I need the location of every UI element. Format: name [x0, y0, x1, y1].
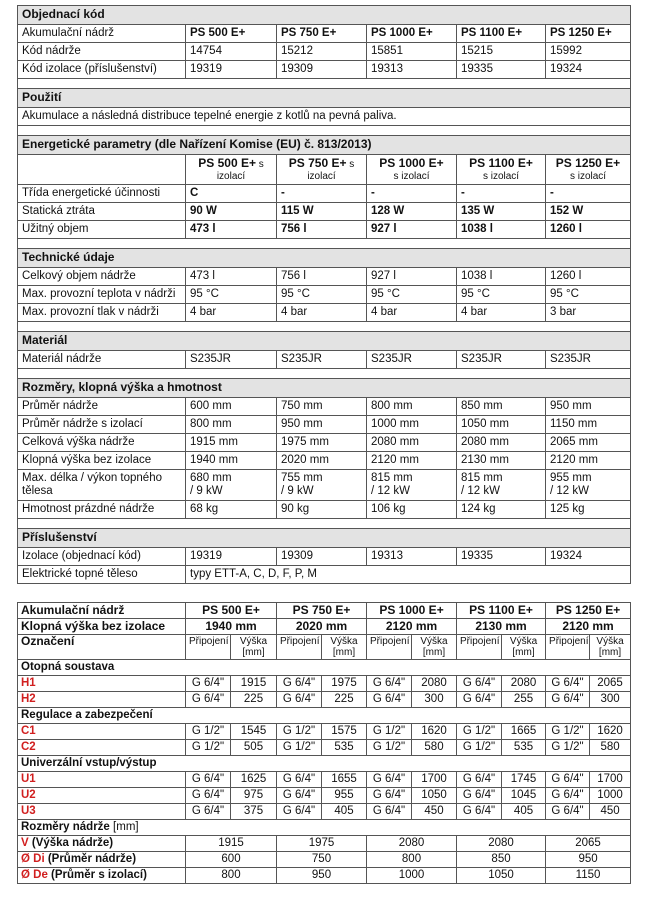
- connection-row: U1 G 6/4" 1625 G 6/4" 1655 G 6/4" 1700 G 6/4" 1745 G 6/4" 1700: [18, 772, 631, 788]
- table-row: Elektrické topné těleso typy ETT-A, C, D, F, P, M: [18, 566, 631, 584]
- table-row: Třída energetické účinnosti C - - - -: [18, 185, 631, 203]
- section-header-usage: Použití: [18, 89, 631, 108]
- column-header-row: Označení Připojení Výška [mm] Připojení Výška [mm] Připojení Výška [mm] Připojení Výška [mm] Připojení Výška [mm]: [18, 635, 631, 660]
- model-header-row: Akumulační nádrž PS 500 E+ PS 750 E+ PS 1000 E+ PS 1100 E+ PS 1250 E+: [18, 603, 631, 619]
- connection-row: C2 G 1/2" 505 G 1/2" 535 G 1/2" 580 G 1/2" 535 G 1/2" 580: [18, 740, 631, 756]
- table-row: Kód nádrže 14754 15212 15851 15215 15992: [18, 43, 631, 61]
- section-header-material: Materiál: [18, 332, 631, 351]
- specification-table: [17, 5, 631, 584]
- group-header-regulation: Regulace a zabezpečení: [18, 708, 631, 724]
- table-row: Klopná výška bez izolace 1940 mm 2020 mm 2120 mm 2130 mm 2120 mm: [18, 452, 631, 470]
- section-header-order-code: Objednací kód: [18, 6, 631, 25]
- table-row: Průměr nádrže 600 mm 750 mm 800 mm 850 mm 950 mm: [18, 398, 631, 416]
- table-row: Celková výška nádrže 1915 mm 1975 mm 2080 mm 2080 mm 2065 mm: [18, 434, 631, 452]
- spacer-row: [18, 519, 631, 529]
- table-row: Max. provozní tlak v nádrži 4 bar 4 bar 4 bar 4 bar 3 bar: [18, 304, 631, 322]
- dimension-row: V (Výška nádrže) 1915 1975 2080 2080 2065: [18, 836, 631, 852]
- table-row: Kód izolace (příslušenství) 19319 19309 19313 19335 19324: [18, 61, 631, 79]
- section-header-accessories: Příslušenství: [18, 529, 631, 548]
- table-row: Užitný objem 473 l 756 l 927 l 1038 l 1260 l: [18, 221, 631, 239]
- spacer-row: [18, 79, 631, 89]
- group-header-heating: Otopná soustava: [18, 660, 631, 676]
- table-row: Průměr nádrže s izolací 800 mm 950 mm 1000 mm 1050 mm 1150 mm: [18, 416, 631, 434]
- table-row: Materiál nádrže S235JR S235JR S235JR S235JR S235JR: [18, 351, 631, 369]
- connection-row: H2 G 6/4" 225 G 6/4" 225 G 6/4" 300 G 6/4" 255 G 6/4" 300: [18, 692, 631, 708]
- group-header-universal: Univerzální vstup/výstup: [18, 756, 631, 772]
- table-row: Hmotnost prázdné nádrže 68 kg 90 kg 106 kg 124 kg 125 kg: [18, 501, 631, 519]
- table-row: Celkový objem nádrže 473 l 756 l 927 l 1038 l 1260 l: [18, 268, 631, 286]
- table-row: Max. provozní teplota v nádrži 95 °C 95 °C 95 °C 95 °C 95 °C: [18, 286, 631, 304]
- section-header-energy: Energetické parametry (dle Nařízení Komise (EU) č. 813/2013): [18, 136, 631, 155]
- tilt-height-row: Klopná výška bez izolace 1940 mm 2020 mm 2120 mm 2130 mm 2120 mm: [18, 619, 631, 635]
- dimension-row: Ø Di (Průměr nádrže) 600 750 800 850 950: [18, 852, 631, 868]
- section-header-technical: Technické údaje: [18, 249, 631, 268]
- table-row: Izolace (objednací kód) 19319 19309 19313 19335 19324: [18, 548, 631, 566]
- connection-row: C1 G 1/2" 1545 G 1/2" 1575 G 1/2" 1620 G 1/2" 1665 G 1/2" 1620: [18, 724, 631, 740]
- table-row: Statická ztráta 90 W 115 W 128 W 135 W 152 W: [18, 203, 631, 221]
- spacer-row: [18, 239, 631, 249]
- table-row: Akumulační nádrž PS 500 E+ PS 750 E+ PS 1000 E+ PS 1100 E+ PS 1250 E+: [18, 25, 631, 43]
- spacer-row: [18, 126, 631, 136]
- table-row: Akumulace a následná distribuce tepelné energie z kotlů na pevná paliva.: [18, 108, 631, 126]
- table-row: Max. délka / výkon topného tělesa 680 mm / 9 kW 755 mm / 9 kW 815 mm / 12 kW 815 mm / 12 kW 955 mm / 12 kW: [18, 470, 631, 501]
- section-header-dimensions: Rozměry, klopná výška a hmotnost: [18, 379, 631, 398]
- connection-row: U2 G 6/4" 975 G 6/4" 955 G 6/4" 1050 G 6/4" 1045 G 6/4" 1000: [18, 788, 631, 804]
- connection-row: U3 G 6/4" 375 G 6/4" 405 G 6/4" 450 G 6/4" 405 G 6/4" 450: [18, 804, 631, 820]
- spacer-row: [18, 369, 631, 379]
- group-header-tank-dimensions: Rozměry nádrže [mm]: [18, 820, 631, 836]
- dimension-row: Ø De (Průměr s izolací) 800 950 1000 1050 1150: [18, 868, 631, 884]
- connections-table: [17, 602, 631, 884]
- connection-row: H1 G 6/4" 1915 G 6/4" 1975 G 6/4" 2080 G 6/4" 2080 G 6/4" 2065: [18, 676, 631, 692]
- energy-header-row: PS 500 E+ s izolací PS 750 E+ s izolací PS 1000 E+ s izolací PS 1100 E+ s izolací PS 1250 E+ s izolací: [18, 155, 631, 185]
- spacer-row: [18, 322, 631, 332]
